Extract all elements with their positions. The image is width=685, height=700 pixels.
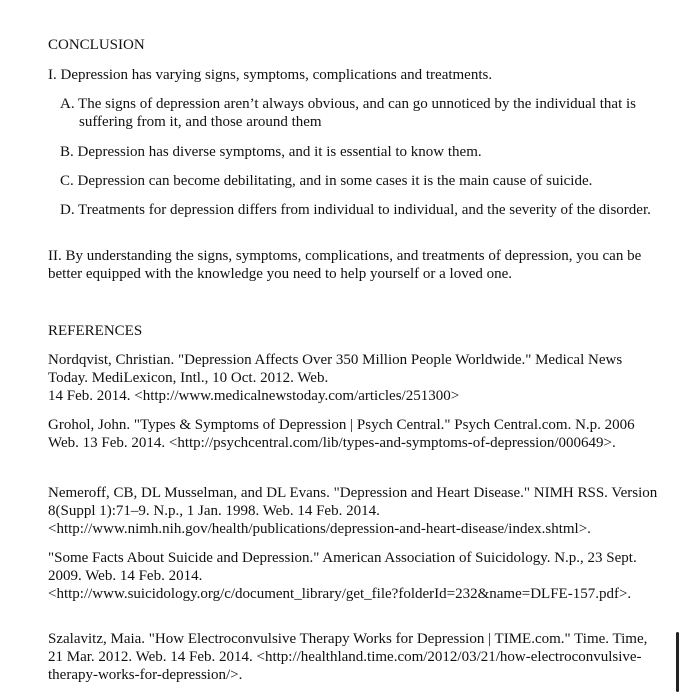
reference-1: Nordqvist, Christian. "Depression Affects Over 350 Million People Worldwide." Medical News Today. MediLexicon, Intl., 10 Oct. 2012. Web. 14 Feb. 2014. <http://www.medicalnewstoday.com/articles/251300> xyxy=(48,352,623,404)
conclusion-point-1: I. Depression has varying signs, symptoms, complications and treatments. xyxy=(48,67,493,83)
conclusion-sub-c: C. Depression can become debilitating, and in some cases it is the main cause of suicide. xyxy=(60,173,593,189)
reference-5: Szalavitz, Maia. "How Electroconvulsive Therapy Works for Depression | TIME.com." Time. Time, 21 Mar. 2012. Web. 14 Feb. 2014. <http://healthland.time.com/2012/03/21/how-electroconvulsive-therapy-works-for-depression/>. xyxy=(48,631,648,683)
reference-2: Grohol, John. "Types & Symptoms of Depression | Psych Central." Psych Central.com. N.p. 2006 Web. 13 Feb. 2014. <http://psychcentral.com/lib/types-and-symptoms-of-depression/000649>. xyxy=(48,417,635,451)
references-heading: REFERENCES xyxy=(48,323,143,339)
conclusion-sub-a: A. The signs of depression aren’t always obvious, and can go unnoticed by the individual that is suffering from it, and those around them xyxy=(60,96,637,130)
vertical-scrollbar[interactable] xyxy=(676,632,679,692)
reference-3: Nemeroff, CB, DL Musselman, and DL Evans. "Depression and Heart Disease." NIMH RSS. Version 8(Suppl 1):71–9. N.p., 1 Jan. 1998. Web. 14 Feb. 2014. <http://www.nimh.nih.gov/health/publications/depression-and-heart-disease/index.shtml>. xyxy=(48,485,658,537)
reference-4: "Some Facts About Suicide and Depression." American Association of Suicidology. N.p., 23 Sept. 2009. Web. 14 Feb. 2014. <http://www.suicidology.org/c/document_library/get_file?folderId=232&name=DLFE-157.pdf>. xyxy=(48,550,637,602)
conclusion-sub-b: B. Depression has diverse symptoms, and it is essential to know them. xyxy=(60,144,482,160)
conclusion-heading: CONCLUSION xyxy=(48,37,145,53)
conclusion-point-2: II. By understanding the signs, symptoms, complications, and treatments of depression, you can be better equipped with the knowledge you need to help yourself or a loved one. xyxy=(48,248,642,282)
conclusion-sub-d: D. Treatments for depression differs from individual to individual, and the severity of the disorder. xyxy=(60,202,651,218)
